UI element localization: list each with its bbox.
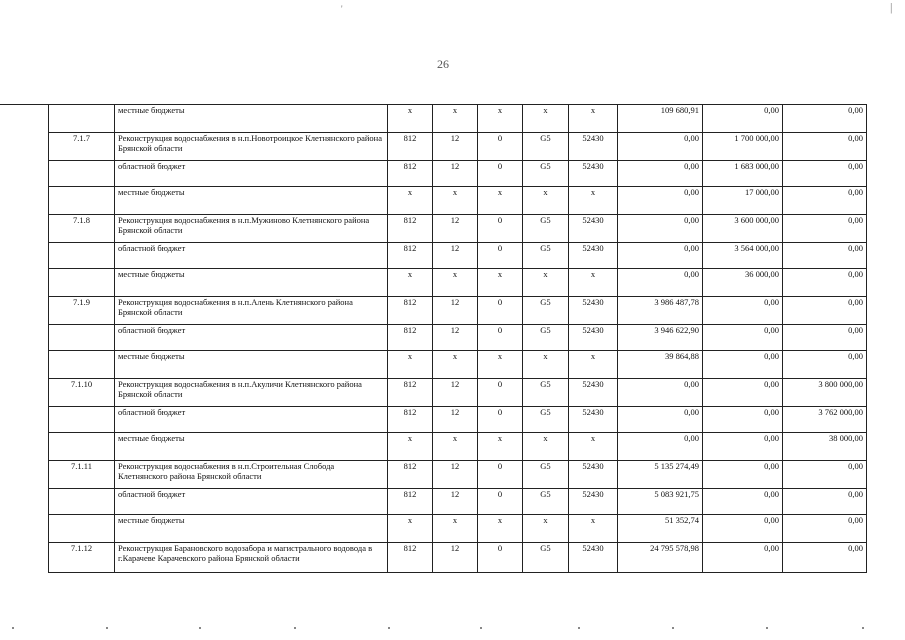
code-cell: 12 [433, 461, 478, 489]
table-row-sub [49, 515, 867, 543]
code-cell: 12 [433, 543, 478, 573]
item-name-cell: местные бюджеты [115, 105, 388, 133]
code-cell: 0 [478, 297, 523, 325]
table-row-item [49, 215, 867, 243]
code-cell: G5 [523, 461, 569, 489]
amount-cell: 0,00 [783, 161, 867, 187]
code-cell: 52430 [569, 133, 618, 161]
code-cell: x [523, 187, 569, 215]
amount-cell: 0,00 [783, 215, 867, 243]
code-cell: x [388, 187, 433, 215]
item-number-cell [49, 407, 115, 433]
code-cell: G5 [523, 407, 569, 433]
code-cell: G5 [523, 161, 569, 187]
table-row-sub [49, 433, 867, 461]
code-cell: 812 [388, 489, 433, 515]
code-cell: 812 [388, 379, 433, 407]
code-cell: 0 [478, 243, 523, 269]
amount-cell: 0,00 [783, 489, 867, 515]
amount-cell: 0,00 [703, 379, 783, 407]
code-cell: 812 [388, 297, 433, 325]
code-cell: 0 [478, 161, 523, 187]
code-cell: 12 [433, 297, 478, 325]
item-number-cell [49, 433, 115, 461]
code-cell: x [523, 351, 569, 379]
amount-cell: 36 000,00 [703, 269, 783, 297]
item-number-cell: 7.1.8 [49, 215, 115, 243]
code-cell: 12 [433, 407, 478, 433]
amount-cell: 0,00 [703, 105, 783, 133]
item-number-cell [49, 351, 115, 379]
amount-cell: 0,00 [783, 133, 867, 161]
amount-cell: 39 864,88 [618, 351, 703, 379]
amount-cell: 0,00 [618, 379, 703, 407]
item-name-cell: Реконструкция водоснабжения в н.п.Строительная Слобода Клетнянского района Брянской области [115, 461, 388, 489]
code-cell: x [388, 269, 433, 297]
item-number-cell [49, 515, 115, 543]
code-cell: x [569, 269, 618, 297]
item-number-cell: 7.1.12 [49, 543, 115, 573]
code-cell: x [388, 433, 433, 461]
code-cell: x [569, 105, 618, 133]
item-name-cell: Реконструкция водоснабжения в н.п.Акуличи Клетнянского района Брянской области [115, 379, 388, 407]
amount-cell: 1 700 000,00 [703, 133, 783, 161]
amount-cell: 0,00 [703, 407, 783, 433]
item-name-cell: областной бюджет [115, 243, 388, 269]
code-cell: 812 [388, 325, 433, 351]
code-cell: x [523, 105, 569, 133]
item-name-cell: областной бюджет [115, 489, 388, 515]
amount-cell: 0,00 [618, 215, 703, 243]
item-name-cell: Реконструкция водоснабжения в н.п.Мужиново Клетнянского района Брянской области [115, 215, 388, 243]
code-cell: 812 [388, 215, 433, 243]
item-name-cell: областной бюджет [115, 161, 388, 187]
code-cell: x [478, 269, 523, 297]
code-cell: G5 [523, 297, 569, 325]
amount-cell: 0,00 [783, 105, 867, 133]
item-number-cell [49, 489, 115, 515]
code-cell: 812 [388, 543, 433, 573]
budget-table [48, 104, 867, 573]
table-row-sub [49, 325, 867, 351]
item-number-cell [49, 161, 115, 187]
code-cell: x [523, 515, 569, 543]
amount-cell: 0,00 [783, 297, 867, 325]
item-name-cell: Реконструкция Барановского водозабора и магистрального водовода в г.Карачеве Карачевского района Брянской области [115, 543, 388, 573]
amount-cell: 109 680,91 [618, 105, 703, 133]
code-cell: G5 [523, 543, 569, 573]
code-cell: x [433, 351, 478, 379]
amount-cell: 5 135 274,49 [618, 461, 703, 489]
code-cell: x [569, 351, 618, 379]
code-cell: 812 [388, 461, 433, 489]
item-name-cell: областной бюджет [115, 325, 388, 351]
table-row-sub [49, 351, 867, 379]
table-row-sub [49, 489, 867, 515]
amount-cell: 0,00 [618, 133, 703, 161]
code-cell: 0 [478, 133, 523, 161]
amount-cell: 1 683 000,00 [703, 161, 783, 187]
table-row-sub [49, 105, 867, 133]
item-name-cell: областной бюджет [115, 407, 388, 433]
code-cell: 12 [433, 215, 478, 243]
code-cell: x [569, 515, 618, 543]
code-cell: 0 [478, 461, 523, 489]
table-row-sub [49, 269, 867, 297]
code-cell: 0 [478, 379, 523, 407]
amount-cell: 3 600 000,00 [703, 215, 783, 243]
item-name-cell: Реконструкция водоснабжения в н.п.Алень Клетнянского района Брянской области [115, 297, 388, 325]
code-cell: G5 [523, 325, 569, 351]
table-row-item [49, 461, 867, 489]
amount-cell: 3 946 622,90 [618, 325, 703, 351]
code-cell: 52430 [569, 297, 618, 325]
code-cell: 12 [433, 243, 478, 269]
code-cell: x [388, 515, 433, 543]
top-rule [0, 104, 48, 105]
amount-cell: 0,00 [703, 515, 783, 543]
code-cell: x [388, 351, 433, 379]
code-cell: 12 [433, 379, 478, 407]
code-cell: x [478, 187, 523, 215]
code-cell: 12 [433, 489, 478, 515]
code-cell: 52430 [569, 489, 618, 515]
code-cell: 12 [433, 161, 478, 187]
amount-cell: 24 795 578,98 [618, 543, 703, 573]
amount-cell: 0,00 [783, 543, 867, 573]
amount-cell: 0,00 [783, 243, 867, 269]
code-cell: 812 [388, 133, 433, 161]
page-number: 26 [437, 57, 449, 71]
code-cell: x [388, 105, 433, 133]
table-row-item [49, 133, 867, 161]
code-cell: 0 [478, 543, 523, 573]
item-number-cell: 7.1.10 [49, 379, 115, 407]
code-cell: G5 [523, 133, 569, 161]
amount-cell: 0,00 [618, 187, 703, 215]
code-cell: 12 [433, 133, 478, 161]
item-number-cell: 7.1.7 [49, 133, 115, 161]
item-name-cell: местные бюджеты [115, 515, 388, 543]
code-cell: 0 [478, 489, 523, 515]
amount-cell: 0,00 [703, 461, 783, 489]
code-cell: 812 [388, 161, 433, 187]
amount-cell: 0,00 [618, 433, 703, 461]
amount-cell: 0,00 [783, 351, 867, 379]
code-cell: x [569, 187, 618, 215]
amount-cell: 0,00 [618, 243, 703, 269]
item-name-cell: местные бюджеты [115, 433, 388, 461]
amount-cell: 0,00 [703, 489, 783, 515]
code-cell: 12 [433, 325, 478, 351]
item-name-cell: Реконструкция водоснабжения в н.п.Новотроицкое Клетнянского района Брянской области [115, 133, 388, 161]
amount-cell: 0,00 [703, 297, 783, 325]
code-cell: 0 [478, 215, 523, 243]
code-cell: G5 [523, 489, 569, 515]
amount-cell: 0,00 [618, 161, 703, 187]
item-number-cell [49, 105, 115, 133]
item-number-cell: 7.1.11 [49, 461, 115, 489]
table-row-item [49, 379, 867, 407]
item-number-cell: 7.1.9 [49, 297, 115, 325]
code-cell: 52430 [569, 215, 618, 243]
item-number-cell [49, 325, 115, 351]
code-cell: 52430 [569, 407, 618, 433]
code-cell: G5 [523, 243, 569, 269]
item-number-cell [49, 187, 115, 215]
code-cell: G5 [523, 379, 569, 407]
code-cell: 812 [388, 407, 433, 433]
amount-cell: 0,00 [783, 461, 867, 489]
amount-cell: 3 800 000,00 [783, 379, 867, 407]
code-cell: 52430 [569, 461, 618, 489]
code-cell: x [523, 269, 569, 297]
item-name-cell: местные бюджеты [115, 269, 388, 297]
code-cell: 0 [478, 325, 523, 351]
amount-cell: 0,00 [783, 269, 867, 297]
scan-mark: | [890, 0, 893, 14]
amount-cell: 3 762 000,00 [783, 407, 867, 433]
amount-cell: 51 352,74 [618, 515, 703, 543]
amount-cell: 0,00 [703, 543, 783, 573]
code-cell: x [478, 433, 523, 461]
scan-noise [0, 627, 905, 633]
code-cell: x [433, 515, 478, 543]
code-cell: x [433, 187, 478, 215]
table-row-item [49, 297, 867, 325]
code-cell: 0 [478, 407, 523, 433]
amount-cell: 5 083 921,75 [618, 489, 703, 515]
amount-cell: 0,00 [783, 515, 867, 543]
item-number-cell [49, 269, 115, 297]
code-cell: 52430 [569, 325, 618, 351]
amount-cell: 0,00 [703, 351, 783, 379]
code-cell: 812 [388, 243, 433, 269]
code-cell: x [523, 433, 569, 461]
code-cell: 52430 [569, 543, 618, 573]
code-cell: G5 [523, 215, 569, 243]
amount-cell: 3 564 000,00 [703, 243, 783, 269]
code-cell: x [433, 269, 478, 297]
amount-cell: 38 000,00 [783, 433, 867, 461]
table-row-item [49, 543, 867, 573]
amount-cell: 0,00 [783, 325, 867, 351]
amount-cell: 0,00 [703, 433, 783, 461]
code-cell: x [478, 515, 523, 543]
item-name-cell: местные бюджеты [115, 351, 388, 379]
table-row-sub [49, 243, 867, 269]
code-cell: x [569, 433, 618, 461]
amount-cell: 0,00 [618, 269, 703, 297]
item-number-cell [49, 243, 115, 269]
amount-cell: 0,00 [703, 325, 783, 351]
amount-cell: 17 000,00 [703, 187, 783, 215]
table-row-sub [49, 187, 867, 215]
code-cell: x [433, 105, 478, 133]
table-row-sub [49, 161, 867, 187]
code-cell: 52430 [569, 243, 618, 269]
code-cell: x [478, 105, 523, 133]
code-cell: 52430 [569, 379, 618, 407]
code-cell: x [433, 433, 478, 461]
amount-cell: 3 986 487,78 [618, 297, 703, 325]
table-row-sub [49, 407, 867, 433]
scan-mark: ' [341, 4, 343, 14]
code-cell: x [478, 351, 523, 379]
code-cell: 52430 [569, 161, 618, 187]
amount-cell: 0,00 [783, 187, 867, 215]
item-name-cell: местные бюджеты [115, 187, 388, 215]
amount-cell: 0,00 [618, 407, 703, 433]
